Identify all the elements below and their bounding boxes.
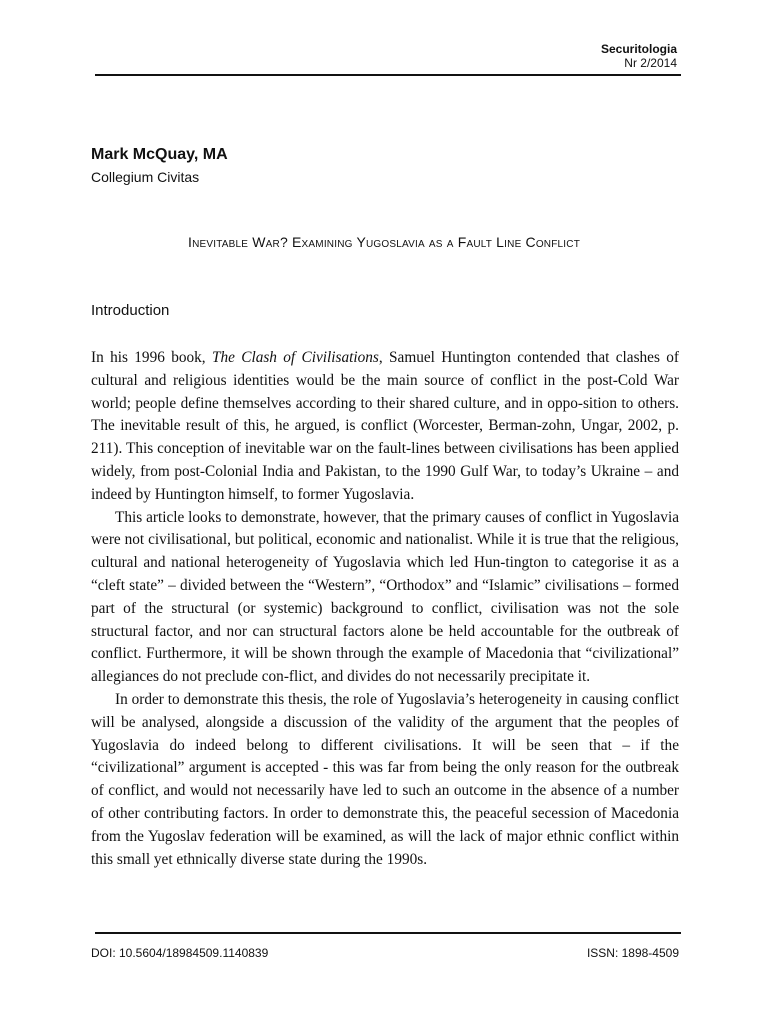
author-affiliation: Collegium Civitas xyxy=(91,169,200,185)
footer-divider xyxy=(95,932,681,934)
paragraph-3: In order to demonstrate this thesis, the role of Yugoslavia’s heterogeneity in causing conflict will be analysed, alongside a discussion of the validity of the argument that the peoples of Yugoslavia do indeed belong to different civilisations. It will be seen that – if the “civilizational” argument is accepted - this was far from being the only reason for the outbreak of conflict, and would not necessarily have led to such an outcome in the absence of a number of other contributing factors. In order to demonstrate this, the peaceful secession of Macedonia from the Yugoslav federation will be examined, as will the lack of major ethnic conflict within this small yet ethnically diverse state during the 1990s. xyxy=(91,690,679,868)
running-header xyxy=(601,42,677,70)
author-block xyxy=(91,145,228,187)
article-body xyxy=(91,347,679,871)
issn-text: ISSN: 1898-4509 xyxy=(586,946,679,960)
issue-number: Nr 2/2014 xyxy=(624,56,677,70)
page-footer xyxy=(91,946,679,960)
author-name: Mark McQuay, MA xyxy=(91,146,228,163)
paragraph-2: This article looks to demonstrate, however, that the primary causes of conflict in Yugoslavia were not civilisational, but political, economic and nationalist. While it is true that the religious, cultural and national heterogeneity of Yugoslavia which led Hun-tington to categorise it as a “cleft state” – divided between the “Western”, “Orthodox” and “Islamic” civilisations – formed part of the structural (or systemic) background to conflict, civilisation was not the sole structural factor, and nor can structural factors alone be held accountable for the outbreak of conflict. Furthermore, it will be shown through the example of Macedonia that “civilizational” allegiances do not preclude con-flict, and divides do not necessarily precipitate it. xyxy=(91,508,679,686)
paragraph-1 xyxy=(91,347,679,507)
journal-name: Securitologia xyxy=(600,42,677,56)
doi-text: DOI: 10.5604/18984509.1140839 xyxy=(91,946,269,960)
article-title: Inevitable War? Examining Yugoslavia as a Fault Line Conflict xyxy=(187,234,581,250)
section-heading: Introduction xyxy=(91,302,170,319)
header-divider xyxy=(95,74,681,76)
paragraph-1-before: In his 1996 book, xyxy=(91,349,212,366)
book-title: The Clash of Civilisations xyxy=(211,349,379,366)
paragraph-1-after: , Samuel Huntington contended that clashes of cultural and religious identities would be the main source of conflict in the post-Cold War world; people define themselves according to their shared culture, and in oppo-sition to others. The inevitable result of this, he argued, is conflict (Worcester, Berman-zohn, Ungar, 2002, p. 211). This conception of inevitable war on the fault-lines between civilisations has been applied widely, from post-Colonial India and Pakistan, to the 1990 Gulf War, to today’s Ukraine – and indeed by Huntington himself, to former Yugoslavia. xyxy=(91,349,679,503)
